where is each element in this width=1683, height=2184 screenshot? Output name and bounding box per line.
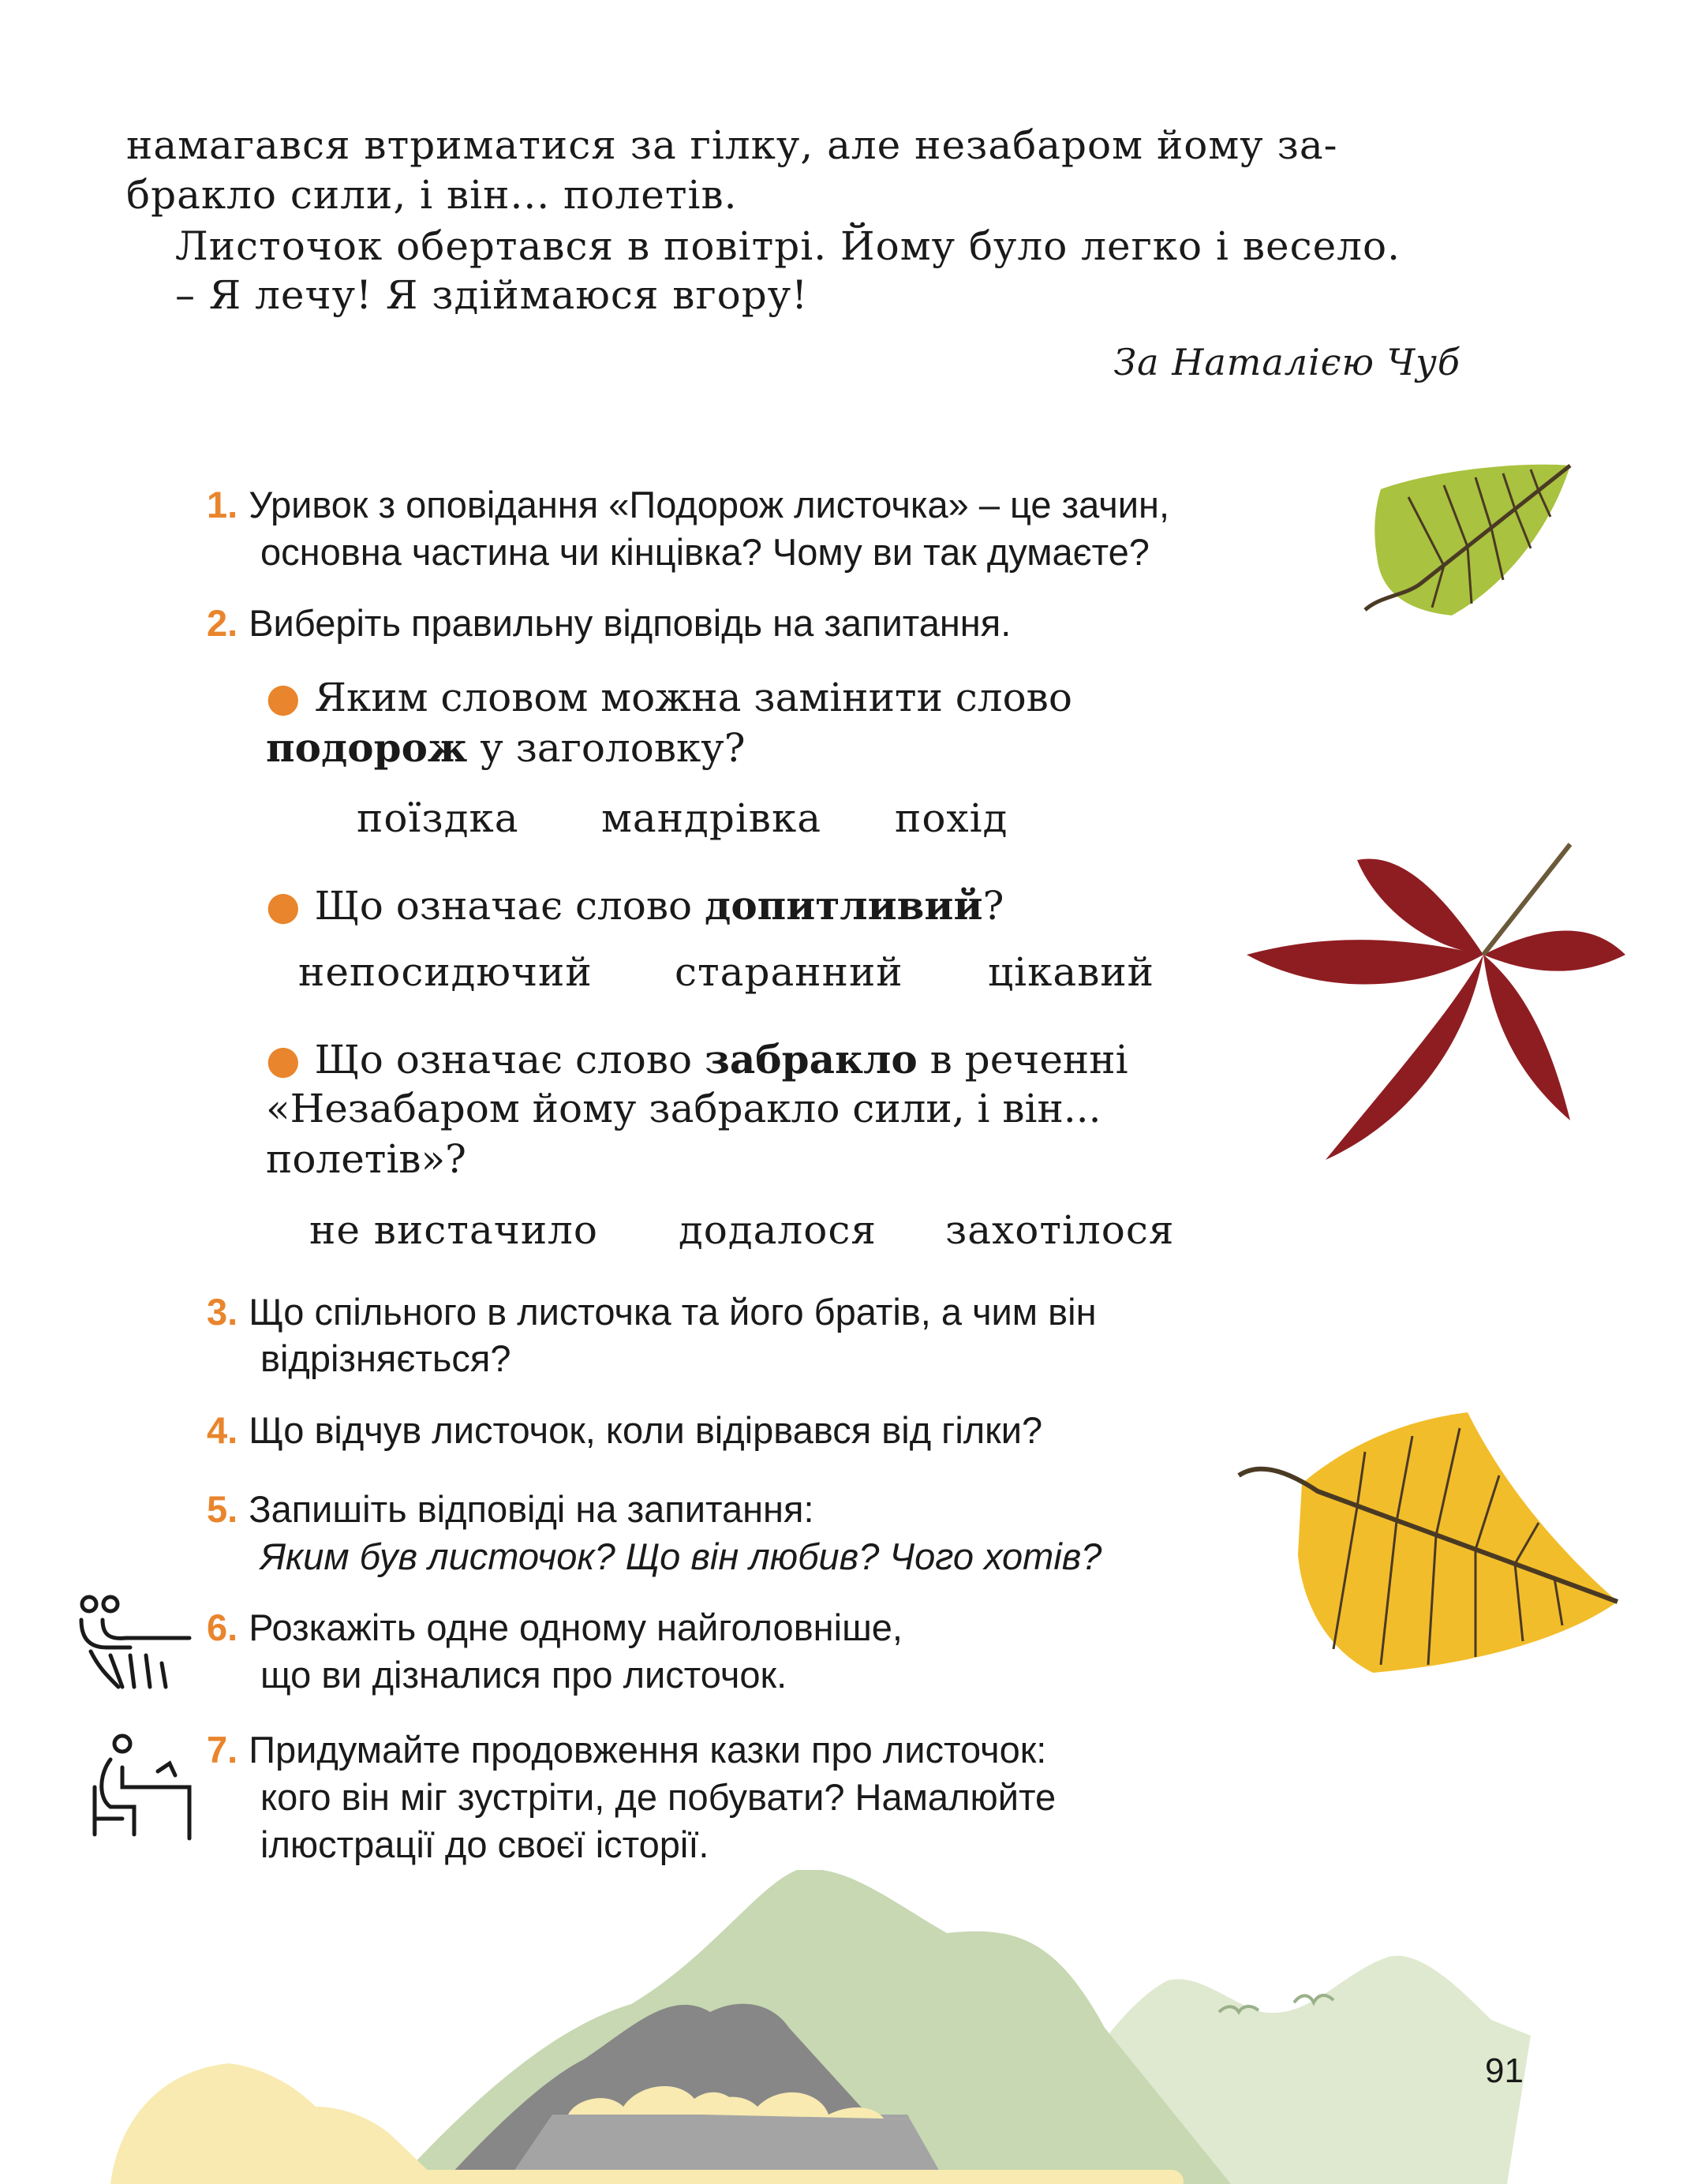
task-text: що ви дізналися про листочок. <box>260 1654 787 1696</box>
question-text: Яким словом можна замінити слово <box>314 675 1072 720</box>
answer-option: поїздка <box>357 795 519 841</box>
question-2 <box>266 882 1004 929</box>
individual-work-icon <box>87 1732 193 1842</box>
question-text: полетів»? <box>266 1136 466 1182</box>
page-number: 91 <box>1485 2051 1524 2090</box>
question-3 <box>266 1036 1128 1083</box>
yellow-leaf-icon <box>1231 1412 1633 1696</box>
task-6 <box>207 1606 903 1649</box>
answer-option: не вистачило <box>309 1207 599 1253</box>
story-line: – Я лечу! Я здіймаюся вгору! <box>175 272 809 318</box>
question-text: у заголовку? <box>480 725 746 771</box>
task-text: Уривок з оповідання «Подорож листочка» – це зачин, <box>249 484 1170 525</box>
task-text: Що відчув листочок, коли відірвався від гілки? <box>249 1409 1043 1451</box>
bullet-icon: ● <box>266 675 301 720</box>
task-number: 2. <box>207 602 238 644</box>
bullet-icon: ● <box>266 1037 301 1083</box>
landscape-illustration <box>0 1870 1683 2184</box>
answer-option: додалося <box>679 1207 877 1253</box>
story-author: За Наталією Чуб <box>1113 341 1460 383</box>
task-text: Придумайте продовження казки про листочок: <box>249 1729 1047 1771</box>
question-text: в реченні <box>929 1037 1128 1083</box>
story-line: бракло сили, і він... полетів. <box>126 172 738 218</box>
answer-option: старанний <box>675 949 903 995</box>
task-2 <box>207 601 1011 645</box>
question-text: Що означає слово <box>314 1037 693 1083</box>
task-text: кого він міг зустріти, де побувати? Намалюйте <box>260 1776 1057 1818</box>
question-text: ? <box>982 883 1004 929</box>
task-5 <box>207 1487 814 1531</box>
red-leaf-icon <box>1239 836 1633 1168</box>
task-text: Розкажіть одне одному найголовніше, <box>249 1606 903 1648</box>
answer-option: похід <box>895 795 1008 841</box>
task-text: Виберіть правильну відповідь на запитання. <box>249 602 1012 644</box>
task-text: відрізняється? <box>260 1337 511 1379</box>
green-leaf-icon <box>1333 454 1594 627</box>
answer-option: захотілося <box>945 1207 1175 1253</box>
task-text: Яким був листочок? Що він любив? Чого хотів? <box>260 1535 1102 1577</box>
story-line: намагався втриматися за гілку, але незабаром йому за- <box>126 122 1338 168</box>
bullet-icon: ● <box>266 883 301 929</box>
keyword: забракло <box>705 1036 918 1083</box>
pair-work-icon <box>75 1592 193 1703</box>
task-text: Запишіть відповіді на запитання: <box>249 1488 814 1530</box>
task-7 <box>207 1728 1046 1771</box>
answer-option: непосидючий <box>298 949 593 995</box>
question-text: «Незабаром йому забракло сили, і він... <box>266 1086 1101 1131</box>
task-text: Що спільного в листочка та його братів, а чим він <box>249 1291 1097 1333</box>
task-number: 4. <box>207 1409 238 1451</box>
task-number: 6. <box>207 1606 238 1648</box>
task-text: ілюстрації до своєї історії. <box>260 1823 709 1865</box>
question-1 <box>266 675 1072 720</box>
keyword: допитливий <box>705 882 983 929</box>
answer-option: мандрівка <box>601 795 822 841</box>
task-3 <box>207 1290 1097 1333</box>
keyword: подорож <box>266 724 468 771</box>
task-number: 1. <box>207 484 238 525</box>
task-1 <box>207 483 1169 526</box>
answer-option: цікавий <box>988 949 1155 995</box>
task-text: основна частина чи кінцівка? Чому ви так думаєте? <box>260 531 1150 573</box>
task-number: 5. <box>207 1488 238 1530</box>
question-1-cont <box>266 724 746 771</box>
task-4 <box>207 1408 1042 1452</box>
story-line: Листочок обертався в повітрі. Йому було легко і весело. <box>175 223 1401 269</box>
task-number: 7. <box>207 1729 238 1771</box>
question-text: Що означає слово <box>314 883 693 929</box>
task-number: 3. <box>207 1291 238 1333</box>
